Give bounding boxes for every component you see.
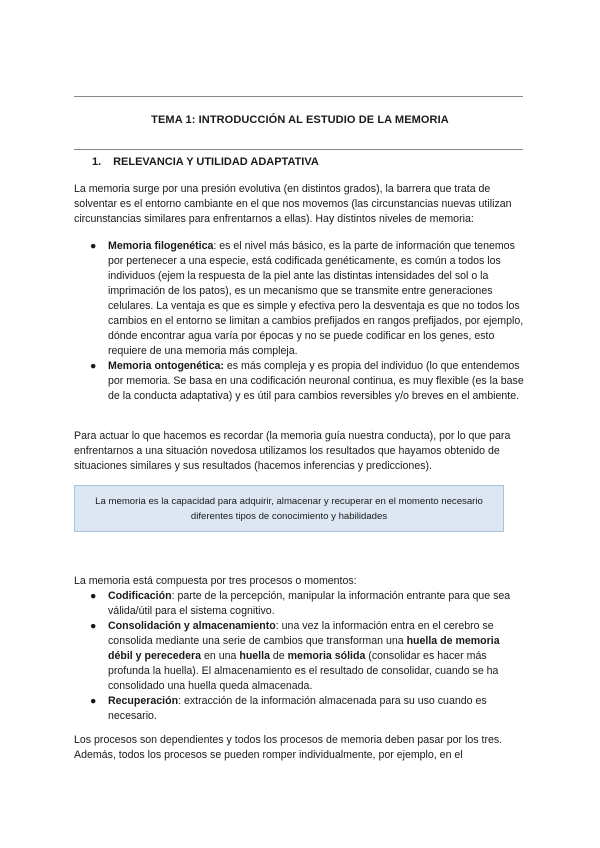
desc-consolidacion-1: : una vez la información entra en el cerebro se consolida mediante una serie de cambios que transforman una bbox=[108, 620, 494, 647]
bold-huella-debil: huella de memoria débil y perecedera bbox=[108, 635, 500, 662]
desc-consolidacion-3: de bbox=[269, 650, 288, 662]
processes-intro: La memoria está compuesta por tres procesos o momentos: bbox=[74, 575, 357, 587]
action-paragraph: Para actuar lo que hacemos es recordar (la memoria guía nuestra conducta), por lo que para enfrentarnos a una situación novedosa utilizamos los resultados que hayamos obtenido de situaciones similares y sus resultados (hacemos inferencias y predicciones). bbox=[74, 430, 511, 472]
list-item bbox=[90, 359, 526, 404]
processes-list bbox=[90, 589, 526, 724]
intro-paragraph: La memoria surge por una presión evolutiva (en distintos grados), la barrera que trata de solventar es el entorno cambiante en el que nos movemos (las circunstancias nuevas utilizan circunstancias similares para enfrentarnos a ellas). Hay distintos niveles de memoria: bbox=[74, 183, 512, 225]
desc-codificacion: : parte de la percepción, manipular la información entrante para que sea válida/útil para el sistema cognitivo. bbox=[108, 590, 511, 617]
list-item bbox=[90, 239, 526, 359]
section-number: 1. bbox=[92, 156, 102, 168]
definition-text: La memoria es la capacidad para adquirir, almacenar y recuperar en el momento necesario diferentes tipos de conocimiento y habilidades bbox=[95, 495, 483, 522]
bullet-icon: ● bbox=[90, 695, 97, 707]
bold-memoria-solida: memoria sólida bbox=[287, 650, 366, 662]
document-title: TEMA 1: INTRODUCCIÓN AL ESTUDIO DE LA MEMORIA bbox=[151, 114, 449, 126]
term-consolidacion: Consolidación y almacenamiento bbox=[108, 620, 276, 632]
section-title: RELEVANCIA Y UTILIDAD ADAPTATIVA bbox=[113, 156, 319, 168]
term-recuperacion: Recuperación bbox=[108, 695, 179, 707]
title-divider bbox=[74, 149, 523, 150]
section-heading bbox=[92, 156, 319, 168]
desc-ontogenetica: es más compleja y es propia del individuo (lo que entendemos por memoria. Se basa en una codificación neuronal continua, es muy flexible (es la base de la conducta adaptativa) y es útil para cambios reversibles y/o breves en el ambiente. bbox=[108, 360, 524, 402]
term-ontogenetica: Memoria ontogenética: bbox=[108, 360, 224, 372]
desc-consolidacion-2: en una bbox=[201, 650, 240, 662]
bold-huella: huella bbox=[239, 650, 270, 662]
definition-callout bbox=[74, 485, 504, 532]
top-divider bbox=[74, 96, 523, 97]
closing-paragraph: Los procesos son dependientes y todos los procesos de memoria deben pasar por los tres. Además, todos los procesos se pueden romper individualmente, por ejemplo, en el bbox=[74, 734, 503, 761]
desc-recuperacion: : extracción de la información almacenada para su uso cuando es necesario. bbox=[108, 695, 487, 722]
bullet-icon: ● bbox=[90, 620, 97, 632]
term-filogenetica: Memoria filogenética bbox=[108, 240, 214, 252]
term-codificacion: Codificación bbox=[108, 590, 172, 602]
bullet-icon: ● bbox=[90, 240, 97, 252]
desc-consolidacion-4: (consolidar es hacer más profunda la huella). El almacenamiento es el resultado de consolidar, cuando se ha consolidado una huella queda almacenada. bbox=[108, 650, 499, 692]
bullet-icon: ● bbox=[90, 360, 97, 372]
desc-filogenetica: : es el nivel más básico, es la parte de información que tenemos por pertenecer a una especie, está codificada genéticamente, es común a todos los individuos (ejem la respuesta de la piel ante las distintas intensidades del sol o la imprimación de los patos), es un mecanismo que se transmite entre generaciones celulares. La ventaja es que es simple y efectiva pero la desventaja es que no todos los cambios en el entorno se limitan a cambios prefijados en rangos prefijados, por ejemplo, dónde encontrar agua varía por épocas y no se puede codificar en los genes, esto requiere de una memoria más compleja. bbox=[108, 240, 524, 357]
list-item bbox=[90, 694, 526, 724]
bullet-icon: ● bbox=[90, 590, 97, 602]
list-item bbox=[90, 589, 526, 619]
list-item bbox=[90, 619, 526, 694]
memory-levels-list bbox=[90, 239, 526, 404]
